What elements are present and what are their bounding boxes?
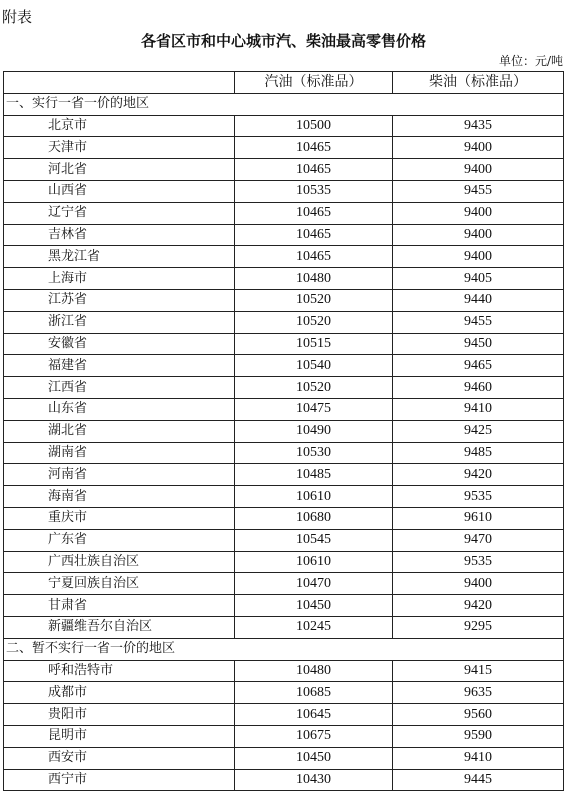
region-name-cell: 湖南省 [4, 442, 235, 464]
region-name-cell: 昆明市 [4, 725, 235, 747]
table-row [4, 137, 564, 159]
diesel-price-cell: 9415 [393, 660, 564, 682]
table-row [4, 115, 564, 137]
diesel-price-cell: 9450 [393, 333, 564, 355]
column-header-diesel: 柴油（标准品） [393, 72, 564, 94]
region-name-cell: 湖北省 [4, 420, 235, 442]
diesel-price-cell: 9410 [393, 747, 564, 769]
table-row [4, 464, 564, 486]
diesel-price-cell: 9535 [393, 551, 564, 573]
table-row [4, 202, 564, 224]
gasoline-price-cell: 10465 [235, 224, 393, 246]
unit-label: 单位：元/吨 [498, 54, 563, 68]
diesel-price-cell: 9470 [393, 529, 564, 551]
section-label: 二、暂不实行一省一价的地区 [4, 638, 564, 660]
diesel-price-cell: 9435 [393, 115, 564, 137]
table-row [4, 159, 564, 181]
table-row [4, 682, 564, 704]
gasoline-price-cell: 10535 [235, 180, 393, 202]
gasoline-price-cell: 10480 [235, 268, 393, 290]
gasoline-price-cell: 10245 [235, 616, 393, 638]
gasoline-price-cell: 10470 [235, 573, 393, 595]
diesel-price-cell: 9455 [393, 311, 564, 333]
table-row [4, 616, 564, 638]
gasoline-price-cell: 10490 [235, 420, 393, 442]
gasoline-price-cell: 10685 [235, 682, 393, 704]
gasoline-price-cell: 10675 [235, 725, 393, 747]
table-row [4, 333, 564, 355]
table-row [4, 529, 564, 551]
table-row [4, 551, 564, 573]
table-row [4, 507, 564, 529]
region-name-cell: 甘肃省 [4, 595, 235, 617]
diesel-price-cell: 9400 [393, 137, 564, 159]
gasoline-price-cell: 10465 [235, 159, 393, 181]
diesel-price-cell: 9295 [393, 616, 564, 638]
diesel-price-cell: 9400 [393, 202, 564, 224]
diesel-price-cell: 9560 [393, 704, 564, 726]
gasoline-price-cell: 10610 [235, 551, 393, 573]
region-name-cell: 新疆维吾尔自治区 [4, 616, 235, 638]
price-table [3, 71, 564, 791]
table-row [4, 180, 564, 202]
region-name-cell: 吉林省 [4, 224, 235, 246]
diesel-price-cell: 9460 [393, 377, 564, 399]
diesel-price-cell: 9590 [393, 725, 564, 747]
appendix-label: 附表 [2, 8, 33, 26]
table-row [4, 398, 564, 420]
region-name-cell: 江西省 [4, 377, 235, 399]
table-row [4, 747, 564, 769]
region-name-cell: 广东省 [4, 529, 235, 551]
table-row [4, 769, 564, 791]
diesel-price-cell: 9400 [393, 573, 564, 595]
region-name-cell: 安徽省 [4, 333, 235, 355]
region-name-cell: 河南省 [4, 464, 235, 486]
diesel-price-cell: 9420 [393, 595, 564, 617]
gasoline-price-cell: 10520 [235, 311, 393, 333]
region-name-cell: 福建省 [4, 355, 235, 377]
diesel-price-cell: 9400 [393, 224, 564, 246]
region-name-cell: 西安市 [4, 747, 235, 769]
table-row [4, 289, 564, 311]
gasoline-price-cell: 10480 [235, 660, 393, 682]
region-name-cell: 宁夏回族自治区 [4, 573, 235, 595]
diesel-price-cell: 9410 [393, 398, 564, 420]
table-row [4, 246, 564, 268]
diesel-price-cell: 9445 [393, 769, 564, 791]
table-row [4, 725, 564, 747]
region-name-cell: 山东省 [4, 398, 235, 420]
table-row [4, 311, 564, 333]
region-name-cell: 浙江省 [4, 311, 235, 333]
region-name-cell: 海南省 [4, 486, 235, 508]
diesel-price-cell: 9535 [393, 486, 564, 508]
table-row [4, 377, 564, 399]
region-name-cell: 北京市 [4, 115, 235, 137]
gasoline-price-cell: 10450 [235, 747, 393, 769]
table-row [4, 355, 564, 377]
region-name-cell: 黑龙江省 [4, 246, 235, 268]
gasoline-price-cell: 10520 [235, 289, 393, 311]
diesel-price-cell: 9635 [393, 682, 564, 704]
region-name-cell: 西宁市 [4, 769, 235, 791]
table-row [4, 660, 564, 682]
region-name-cell: 重庆市 [4, 507, 235, 529]
gasoline-price-cell: 10450 [235, 595, 393, 617]
region-name-cell: 河北省 [4, 159, 235, 181]
diesel-price-cell: 9405 [393, 268, 564, 290]
region-name-cell: 贵阳市 [4, 704, 235, 726]
diesel-price-cell: 9425 [393, 420, 564, 442]
diesel-price-cell: 9400 [393, 159, 564, 181]
gasoline-price-cell: 10475 [235, 398, 393, 420]
table-body [4, 93, 564, 791]
gasoline-price-cell: 10500 [235, 115, 393, 137]
table-row [4, 704, 564, 726]
column-header-gasoline: 汽油（标准品） [235, 72, 393, 94]
table-row [4, 442, 564, 464]
diesel-price-cell: 9455 [393, 180, 564, 202]
region-name-cell: 辽宁省 [4, 202, 235, 224]
region-name-cell: 广西壮族自治区 [4, 551, 235, 573]
table-row [4, 573, 564, 595]
region-name-cell: 天津市 [4, 137, 235, 159]
gasoline-price-cell: 10680 [235, 507, 393, 529]
gasoline-price-cell: 10485 [235, 464, 393, 486]
diesel-price-cell: 9485 [393, 442, 564, 464]
gasoline-price-cell: 10515 [235, 333, 393, 355]
column-header-region [4, 72, 235, 94]
diesel-price-cell: 9420 [393, 464, 564, 486]
table-row [4, 486, 564, 508]
region-name-cell: 山西省 [4, 180, 235, 202]
gasoline-price-cell: 10465 [235, 246, 393, 268]
table-row [4, 420, 564, 442]
table-row [4, 224, 564, 246]
gasoline-price-cell: 10465 [235, 202, 393, 224]
section-header-row [4, 93, 564, 115]
page-title: 各省区市和中心城市汽、柴油最高零售价格 [140, 32, 426, 50]
table-header-row [4, 72, 564, 94]
gasoline-price-cell: 10430 [235, 769, 393, 791]
diesel-price-cell: 9440 [393, 289, 564, 311]
region-name-cell: 呼和浩特市 [4, 660, 235, 682]
region-name-cell: 成都市 [4, 682, 235, 704]
gasoline-price-cell: 10520 [235, 377, 393, 399]
gasoline-price-cell: 10545 [235, 529, 393, 551]
gasoline-price-cell: 10610 [235, 486, 393, 508]
gasoline-price-cell: 10645 [235, 704, 393, 726]
table-row [4, 595, 564, 617]
diesel-price-cell: 9465 [393, 355, 564, 377]
gasoline-price-cell: 10530 [235, 442, 393, 464]
section-label: 一、实行一省一价的地区 [4, 93, 564, 115]
region-name-cell: 江苏省 [4, 289, 235, 311]
table-row [4, 268, 564, 290]
gasoline-price-cell: 10540 [235, 355, 393, 377]
section-header-row [4, 638, 564, 660]
diesel-price-cell: 9610 [393, 507, 564, 529]
diesel-price-cell: 9400 [393, 246, 564, 268]
gasoline-price-cell: 10465 [235, 137, 393, 159]
region-name-cell: 上海市 [4, 268, 235, 290]
